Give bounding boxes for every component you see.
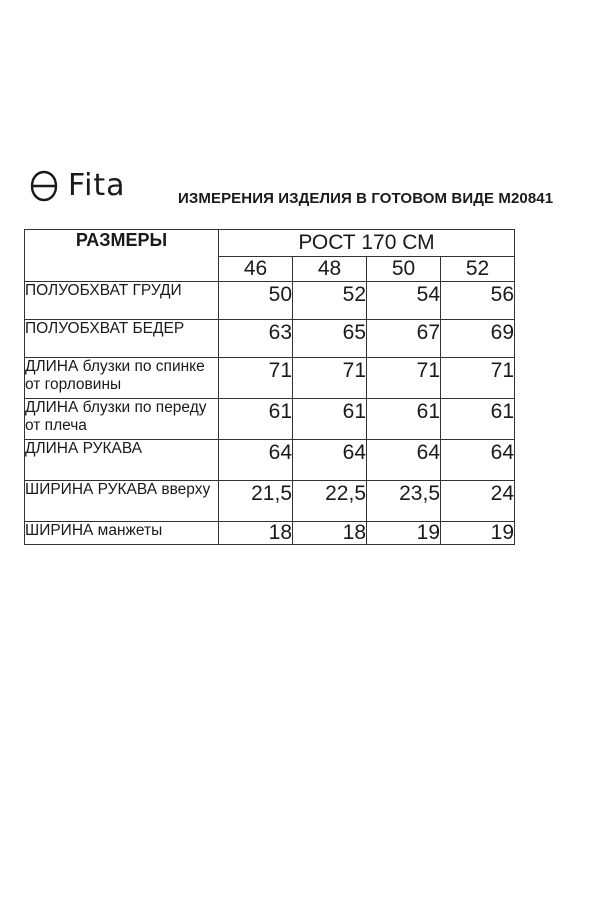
size-column-header: 46 xyxy=(219,257,293,282)
measurement-value: 71 xyxy=(293,358,367,399)
measurement-value: 54 xyxy=(367,282,441,320)
measurement-label: ПОЛУОБХВАТ ГРУДИ xyxy=(25,282,219,320)
size-chart-table xyxy=(24,229,515,545)
measurement-value: 65 xyxy=(293,320,367,358)
measurement-label: ДЛИНА блузки по переду от плеча xyxy=(25,399,219,440)
measurement-value: 22,5 xyxy=(293,481,367,522)
measurement-value: 18 xyxy=(293,522,367,545)
fita-logo-icon xyxy=(26,166,62,206)
document-title: ИЗМЕРЕНИЯ ИЗДЕЛИЯ В ГОТОВОМ ВИДЕ M20841 xyxy=(178,190,554,207)
measurement-label: ПОЛУОБХВАТ БЕДЕР xyxy=(25,320,219,358)
measurement-value: 71 xyxy=(367,358,441,399)
table-row xyxy=(25,440,515,481)
measurement-value: 63 xyxy=(219,320,293,358)
measurement-label: ДЛИНА РУКАВА xyxy=(25,440,219,481)
measurement-value: 64 xyxy=(219,440,293,481)
measurement-value: 61 xyxy=(219,399,293,440)
table-row xyxy=(25,399,515,440)
measurement-value: 23,5 xyxy=(367,481,441,522)
sizes-header: РАЗМЕРЫ xyxy=(25,230,219,282)
measurement-value: 61 xyxy=(293,399,367,440)
measurement-value: 56 xyxy=(441,282,515,320)
measurement-value: 52 xyxy=(293,282,367,320)
measurement-value: 24 xyxy=(441,481,515,522)
measurement-label: ШИРИНА РУКАВА вверху xyxy=(25,481,219,522)
measurement-value: 64 xyxy=(441,440,515,481)
measurement-value: 18 xyxy=(219,522,293,545)
height-header: РОСТ 170 СМ xyxy=(219,230,515,257)
measurement-value: 67 xyxy=(367,320,441,358)
table-row xyxy=(25,358,515,399)
measurement-value: 71 xyxy=(441,358,515,399)
brand-name: Fita xyxy=(68,168,126,203)
measurement-value: 21,5 xyxy=(219,481,293,522)
measurement-value: 64 xyxy=(367,440,441,481)
table-row xyxy=(25,282,515,320)
brand-logo xyxy=(26,166,126,206)
measurement-value: 64 xyxy=(293,440,367,481)
measurement-value: 19 xyxy=(367,522,441,545)
measurement-value: 71 xyxy=(219,358,293,399)
measurement-value: 61 xyxy=(367,399,441,440)
measurement-value: 50 xyxy=(219,282,293,320)
measurement-value: 69 xyxy=(441,320,515,358)
size-column-header: 50 xyxy=(367,257,441,282)
measurement-label: ШИРИНА манжеты xyxy=(25,522,219,545)
size-column-header: 52 xyxy=(441,257,515,282)
size-column-header: 48 xyxy=(293,257,367,282)
table-row xyxy=(25,481,515,522)
measurement-value: 61 xyxy=(441,399,515,440)
measurement-value: 19 xyxy=(441,522,515,545)
table-row xyxy=(25,522,515,545)
table-row xyxy=(25,320,515,358)
measurement-label: ДЛИНА блузки по спинке от горловины xyxy=(25,358,219,399)
